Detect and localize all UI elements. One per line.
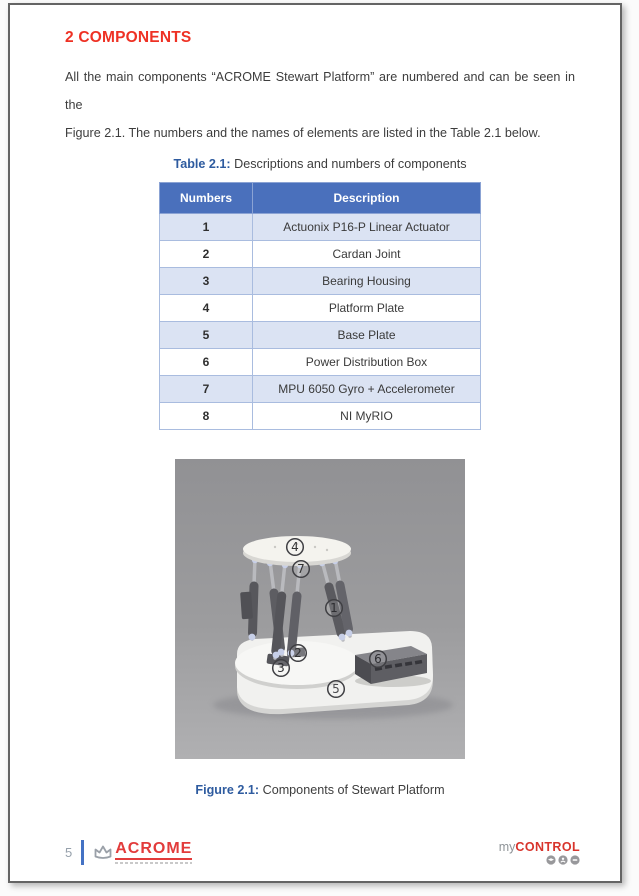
callout-3 — [273, 660, 290, 677]
mycontrol-logo — [499, 841, 580, 854]
acrome-tagline — [115, 862, 192, 864]
page-footer — [65, 840, 580, 865]
component-number: 7 — [160, 376, 253, 403]
table-row — [160, 268, 481, 295]
table-row — [160, 322, 481, 349]
svg-text:4: 4 — [291, 540, 299, 555]
component-description: Cardan Joint — [253, 241, 481, 268]
col-header-numbers: Numbers — [160, 183, 253, 214]
table-row — [160, 214, 481, 241]
page-content — [10, 5, 620, 797]
component-number: 6 — [160, 349, 253, 376]
svg-text:3: 3 — [277, 661, 285, 676]
intro-line-1: All the main components “ACROME Stewart Platform” are numbered and can be seen in the — [65, 70, 575, 112]
component-description: Base Plate — [253, 322, 481, 349]
badge-cap-icon — [546, 855, 556, 865]
table-caption-text: Descriptions and numbers of components — [234, 157, 467, 171]
acrome-name: ACROME — [115, 841, 192, 860]
badge-person-icon — [558, 855, 568, 865]
footer-left — [65, 840, 192, 865]
page-number: 5 — [65, 845, 73, 860]
figure-caption — [65, 783, 575, 797]
section-heading: 2 COMPONENTS — [65, 29, 192, 46]
table-caption-label: Table 2.1: — [173, 157, 231, 171]
component-number: 5 — [160, 322, 253, 349]
col-header-description: Description — [253, 183, 481, 214]
components-table — [159, 182, 481, 430]
svg-text:5: 5 — [332, 682, 340, 697]
component-number: 4 — [160, 295, 253, 322]
callout-6 — [370, 651, 387, 668]
stewart-platform-figure — [175, 459, 465, 759]
stewart-platform-render — [175, 459, 465, 759]
component-description: NI MyRIO — [253, 403, 481, 430]
table-header-row — [160, 183, 481, 214]
table-row — [160, 241, 481, 268]
badge-gear-icon — [570, 855, 580, 865]
table-caption — [65, 157, 575, 171]
callout-1 — [326, 600, 343, 617]
callout-2 — [290, 645, 307, 662]
table-row — [160, 349, 481, 376]
component-description: Bearing Housing — [253, 268, 481, 295]
svg-text:1: 1 — [330, 601, 338, 616]
figure-caption-label: Figure 2.1: — [195, 783, 260, 797]
component-description: Actuonix P16-P Linear Actuator — [253, 214, 481, 241]
acrome-wordmark — [115, 841, 192, 864]
footer-divider — [81, 840, 84, 865]
component-number: 2 — [160, 241, 253, 268]
component-description: Power Distribution Box — [253, 349, 481, 376]
component-description: MPU 6050 Gyro + Accelerometer — [253, 376, 481, 403]
intro-line-2: Figure 2.1. The numbers and the names of elements are listed in the Table 2.1 below. — [65, 126, 541, 140]
acrome-logo — [93, 841, 192, 864]
callout-5 — [328, 681, 345, 698]
component-number: 3 — [160, 268, 253, 295]
intro-paragraph — [65, 63, 575, 147]
component-description: Platform Plate — [253, 295, 481, 322]
svg-text:7: 7 — [297, 562, 305, 577]
callout-7 — [293, 561, 310, 578]
mycontrol-badges — [499, 855, 580, 865]
table-row — [160, 376, 481, 403]
table-row — [160, 403, 481, 430]
document-page — [8, 3, 622, 883]
figure-caption-text: Components of Stewart Platform — [262, 783, 445, 797]
component-number: 1 — [160, 214, 253, 241]
footer-right — [499, 841, 580, 866]
acrome-crown-icon — [93, 843, 113, 860]
component-number: 8 — [160, 403, 253, 430]
mycontrol-prefix: my — [498, 839, 516, 854]
svg-text:6: 6 — [374, 652, 382, 667]
callout-4 — [287, 539, 304, 556]
table-row — [160, 295, 481, 322]
svg-text:2: 2 — [294, 646, 302, 661]
mycontrol-name: CONTROL — [515, 839, 580, 854]
